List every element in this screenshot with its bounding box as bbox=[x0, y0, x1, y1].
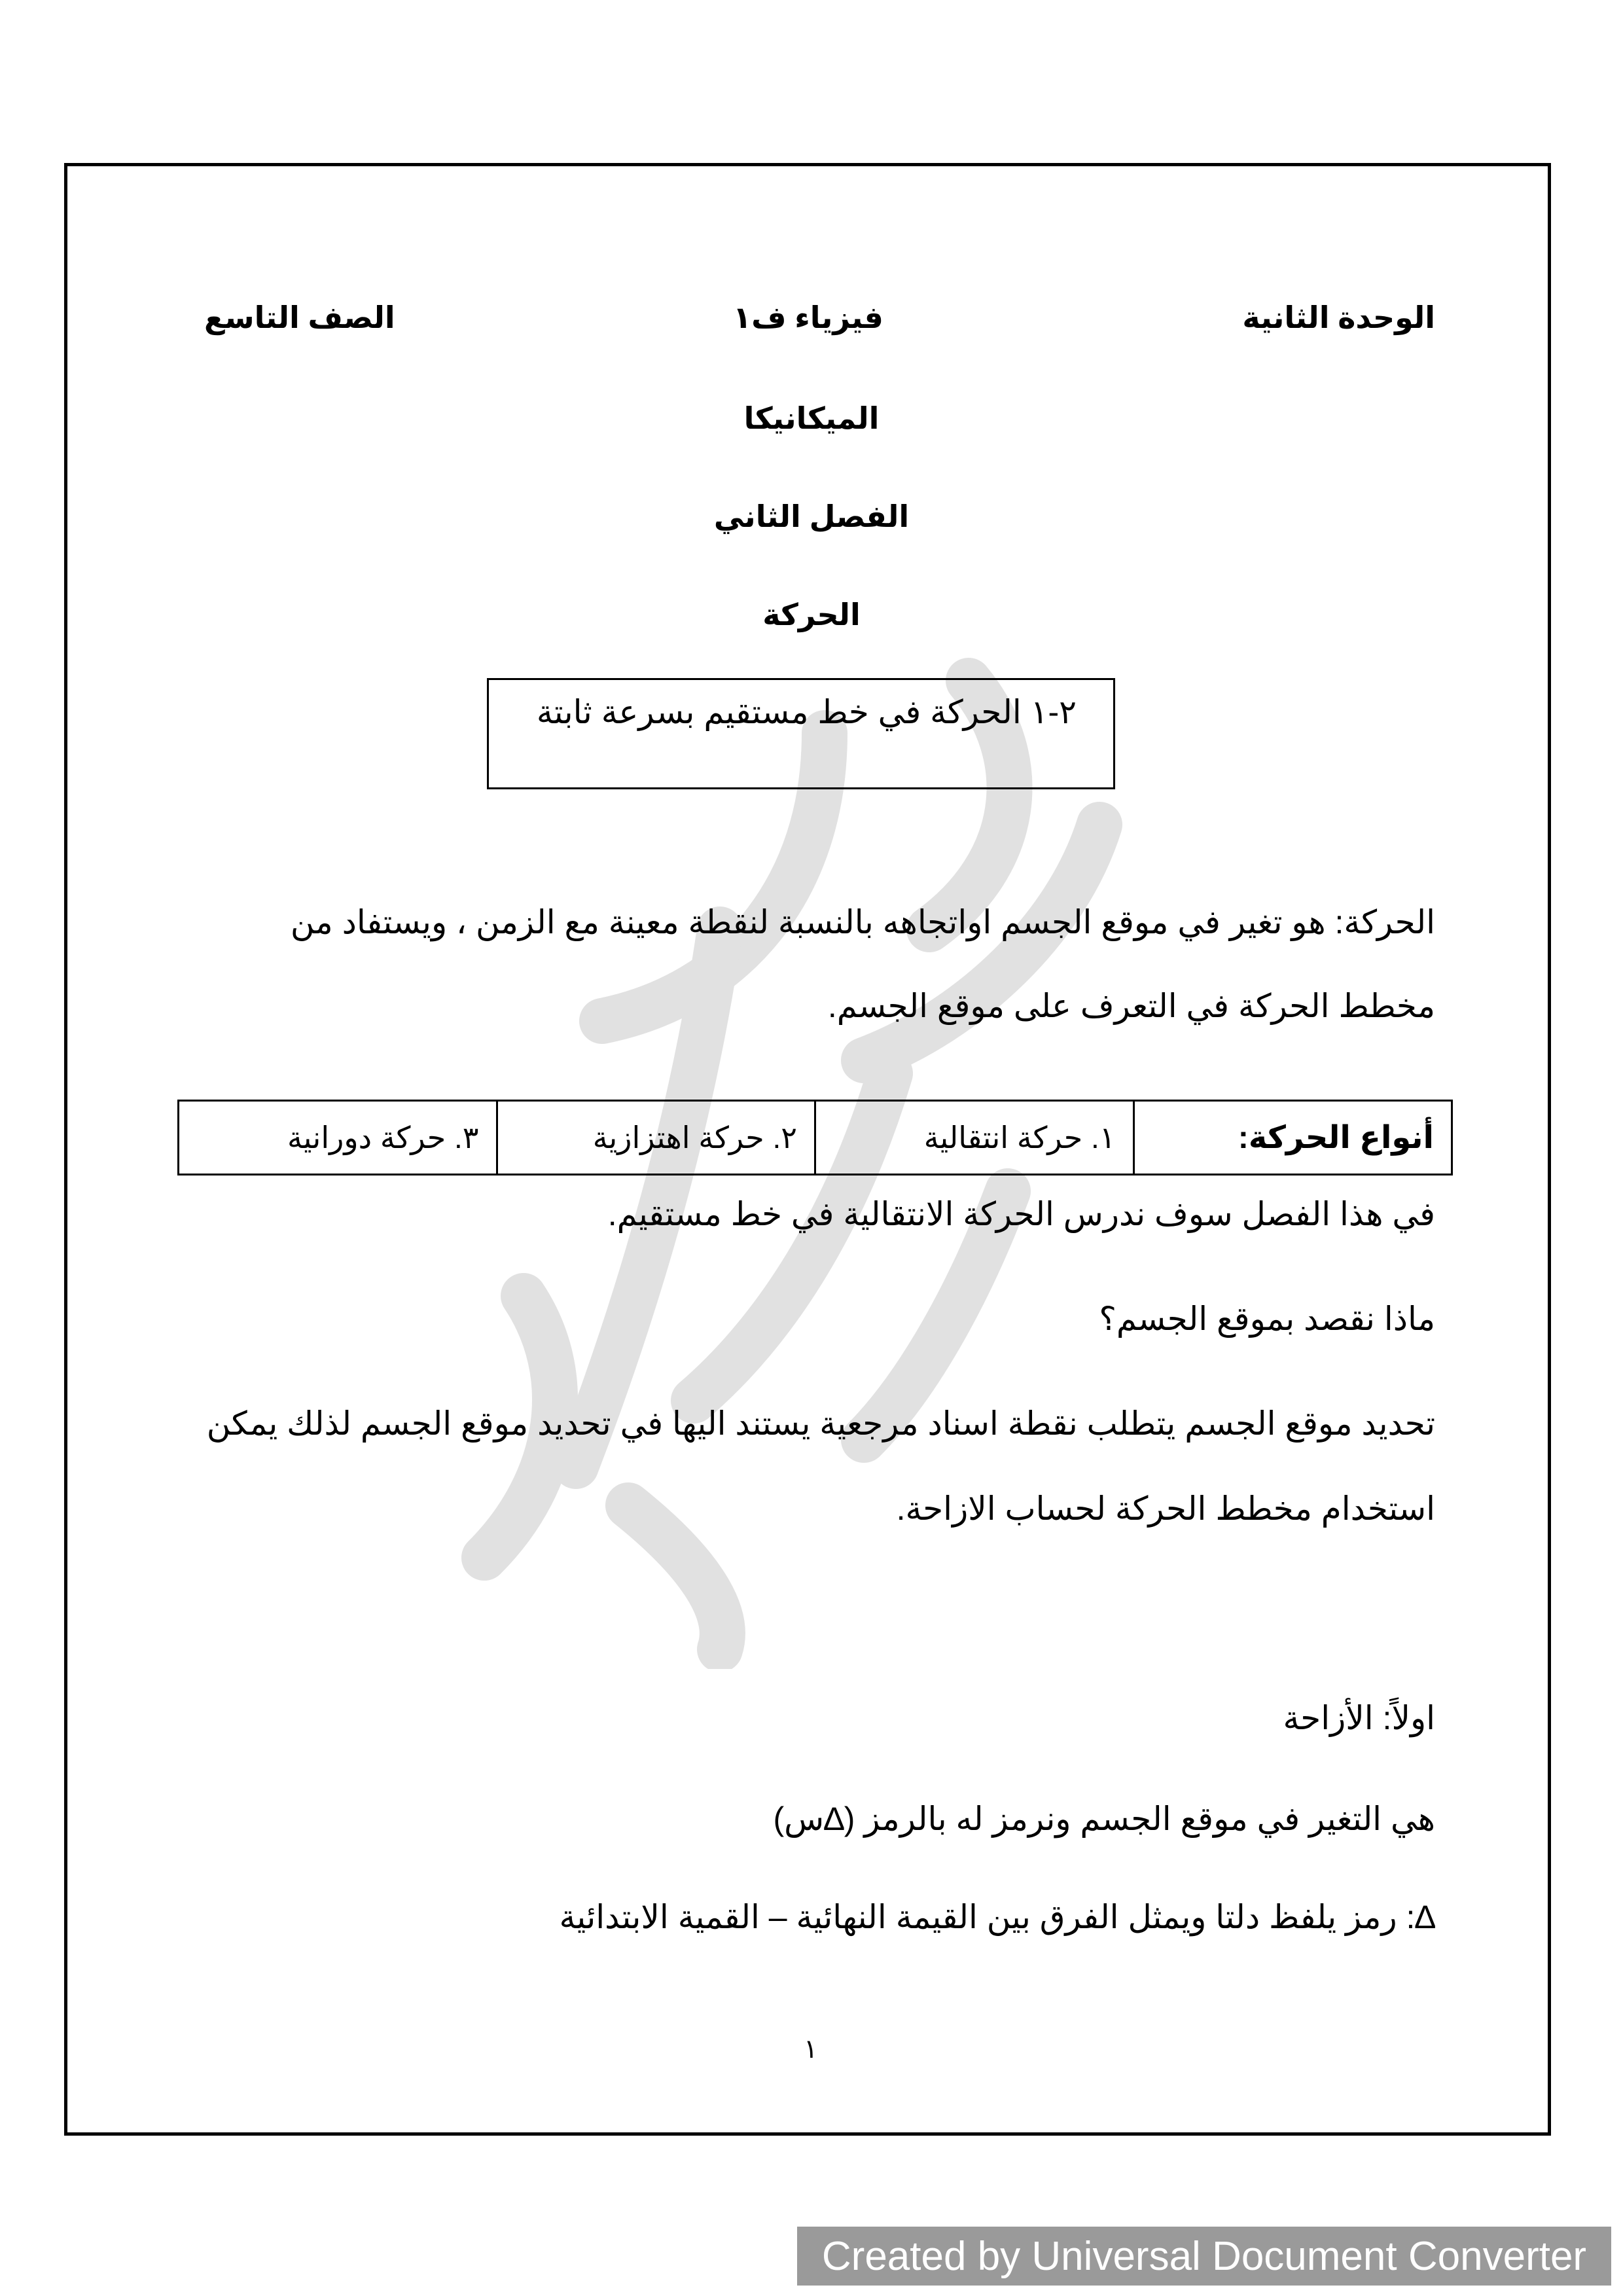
converter-banner bbox=[797, 2227, 1611, 2286]
motion-types-label: أنواع الحركة: bbox=[1133, 1101, 1452, 1175]
converter-banner-text: Created by Universal Document Converter bbox=[821, 2233, 1587, 2279]
section-box bbox=[487, 678, 1115, 789]
unit-label: الوحدة الثانية bbox=[1242, 300, 1435, 334]
table-row bbox=[179, 1101, 1452, 1175]
subject-label: فيزياء ف١ bbox=[733, 300, 883, 334]
topic-title: الميكانيكا bbox=[743, 401, 880, 435]
section-heading: ٢-١ الحركة في خط مستقيم بسرعة ثابتة bbox=[536, 694, 1077, 730]
displacement-heading: اولاً: الأزاحة bbox=[1283, 1700, 1435, 1736]
page-number: ١ bbox=[804, 2035, 818, 2064]
displacement-definition: هي التغير في موقع الجسم ونرمز له بالرمز (∆س) bbox=[773, 1801, 1435, 1837]
motion-type-translational: ١. حركة انتقالية bbox=[815, 1101, 1134, 1175]
motion-types-table bbox=[177, 1100, 1453, 1175]
position-question: ماذا نقصد بموقع الجسم؟ bbox=[1099, 1300, 1435, 1337]
motion-definition-line-1: الحركة: هو تغير في موقع الجسم اواتجاهه بالنسبة لنقطة معينة مع الزمن ، ويستفاد من bbox=[290, 904, 1435, 941]
lesson-title: الحركة bbox=[762, 598, 861, 632]
motion-definition-line-2: مخطط الحركة في التعرف على موقع الجسم. bbox=[827, 988, 1435, 1024]
reference-paragraph-line-2: استخدام مخطط الحركة لحساب الازاحة. bbox=[896, 1490, 1435, 1527]
motion-type-oscillatory: ٢. حركة اهتزازية bbox=[497, 1101, 815, 1175]
chapter-title: الفصل الثاني bbox=[713, 499, 910, 533]
reference-paragraph-line-1: تحديد موقع الجسم يتطلب نقطة اسناد مرجعية يستند اليها في تحديد موقع الجسم لذلك يمكن bbox=[206, 1405, 1435, 1442]
delta-note: ∆: رمز يلفظ دلتا ويمثل الفرق بين القيمة النهائية – القمية الابتدائية bbox=[559, 1899, 1435, 1935]
study-paragraph: في هذا الفصل سوف ندرس الحركة الانتقالية في خط مستقيم. bbox=[607, 1196, 1435, 1232]
grade-label: الصف التاسع bbox=[204, 300, 395, 334]
motion-type-rotational: ٣. حركة دورانية bbox=[179, 1101, 497, 1175]
